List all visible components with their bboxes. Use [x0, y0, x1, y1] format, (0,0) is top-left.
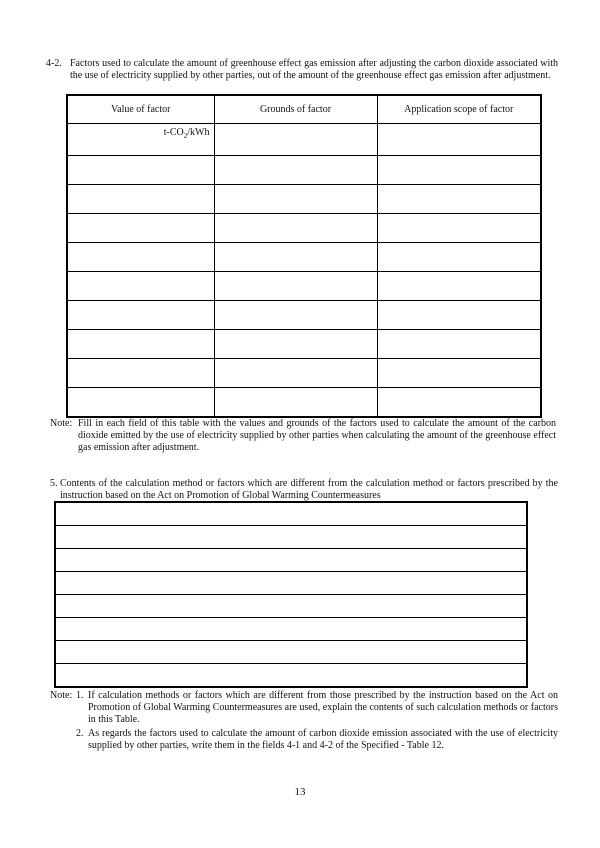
scope-cell[interactable] — [377, 388, 541, 418]
table-row — [67, 243, 541, 272]
grounds-cell[interactable] — [214, 330, 377, 359]
table-row — [67, 272, 541, 301]
table-row — [67, 301, 541, 330]
method-cell[interactable] — [55, 502, 527, 526]
table-row — [67, 156, 541, 185]
unit-label: $t-CO_2$/kWh — [163, 127, 210, 140]
table-row — [55, 572, 527, 595]
grounds-cell[interactable] — [214, 243, 377, 272]
header-value-of-factor: Value of factor — [67, 95, 214, 124]
grounds-cell[interactable] — [214, 124, 377, 156]
table-row — [67, 185, 541, 214]
value-cell[interactable] — [67, 124, 214, 156]
note-text: Fill in each field of this table with the values and grounds of the factors used to calculate the amount of the carbon dioxide emitted by the use of electricity supplied by other parties when calculating the amount of the greenhouse effect gas emission after adjustment. — [78, 418, 556, 453]
method-cell[interactable] — [55, 664, 527, 688]
value-cell[interactable] — [67, 185, 214, 214]
method-cell[interactable] — [55, 549, 527, 572]
scope-cell[interactable] — [377, 185, 541, 214]
factor-table — [66, 94, 542, 418]
method-cell[interactable] — [55, 595, 527, 618]
header-grounds-of-factor: Grounds of factor — [214, 95, 377, 124]
grounds-cell[interactable] — [214, 214, 377, 243]
table-row — [67, 124, 541, 156]
value-cell[interactable] — [67, 214, 214, 243]
note-4-2 — [50, 418, 556, 458]
note-2-number: 2. — [76, 728, 84, 739]
method-cell[interactable] — [55, 641, 527, 664]
note-1-text: If calculation methods or factors which are different from those prescribed by the instruction based on the Act on Promotion of Global Warming Countermeasures are used, explain the contents of such calculation methods or factors in this Table. — [88, 690, 558, 725]
grounds-cell[interactable] — [214, 185, 377, 214]
table-row — [55, 641, 527, 664]
grounds-cell[interactable] — [214, 156, 377, 185]
scope-cell[interactable] — [377, 214, 541, 243]
section-5-text: Contents of the calculation method or factors which are different from the calculation method or factors prescribed by the instruction based on the Act on Promotion of Global Warming Countermeasures — [60, 478, 558, 501]
section-4-2-number: 4-2. — [46, 58, 62, 69]
section-4-2-text: Factors used to calculate the amount of greenhouse effect gas emission after adjusting the carbon dioxide associated with the use of electricity supplied by other parties, out of the amount of the greenhouse effect gas emission after adjustment. — [70, 58, 558, 81]
value-cell[interactable] — [67, 330, 214, 359]
value-cell[interactable] — [67, 388, 214, 418]
value-cell[interactable] — [67, 359, 214, 388]
table-row — [55, 664, 527, 688]
table-row — [67, 330, 541, 359]
section-5-number: 5. — [50, 478, 58, 489]
table-row — [55, 618, 527, 641]
note-1-number: 1. — [76, 690, 84, 701]
table-row — [67, 359, 541, 388]
scope-cell[interactable] — [377, 330, 541, 359]
grounds-cell[interactable] — [214, 272, 377, 301]
section-4-2-heading — [46, 58, 558, 94]
scope-cell[interactable] — [377, 124, 541, 156]
scope-cell[interactable] — [377, 243, 541, 272]
note-label: Note: — [50, 690, 73, 701]
section-5-heading — [50, 478, 558, 502]
value-cell[interactable] — [67, 243, 214, 272]
note-label: Note: — [50, 418, 73, 429]
scope-cell[interactable] — [377, 359, 541, 388]
method-cell[interactable] — [55, 572, 527, 595]
notes-5 — [50, 690, 558, 754]
scope-cell[interactable] — [377, 301, 541, 330]
method-cell[interactable] — [55, 618, 527, 641]
table-row — [55, 549, 527, 572]
grounds-cell[interactable] — [214, 388, 377, 418]
table-row — [55, 502, 527, 526]
value-cell[interactable] — [67, 156, 214, 185]
factor-table-header-row — [67, 95, 541, 124]
value-cell[interactable] — [67, 272, 214, 301]
table-row — [55, 595, 527, 618]
page-number: 13 — [294, 786, 306, 798]
value-cell[interactable] — [67, 301, 214, 330]
note-2-text: As regards the factors used to calculate the amount of carbon dioxide emission associated with the use of electricity supplied by other parties, write them in the fields 4-1 and 4-2 of the Specified - Table 12. — [88, 728, 558, 751]
grounds-cell[interactable] — [214, 301, 377, 330]
scope-cell[interactable] — [377, 272, 541, 301]
table-row — [67, 388, 541, 418]
method-cell[interactable] — [55, 526, 527, 549]
grounds-cell[interactable] — [214, 359, 377, 388]
method-table — [54, 501, 528, 688]
header-application-scope: Application scope of factor — [377, 95, 541, 124]
table-row — [67, 214, 541, 243]
scope-cell[interactable] — [377, 156, 541, 185]
table-row — [55, 526, 527, 549]
